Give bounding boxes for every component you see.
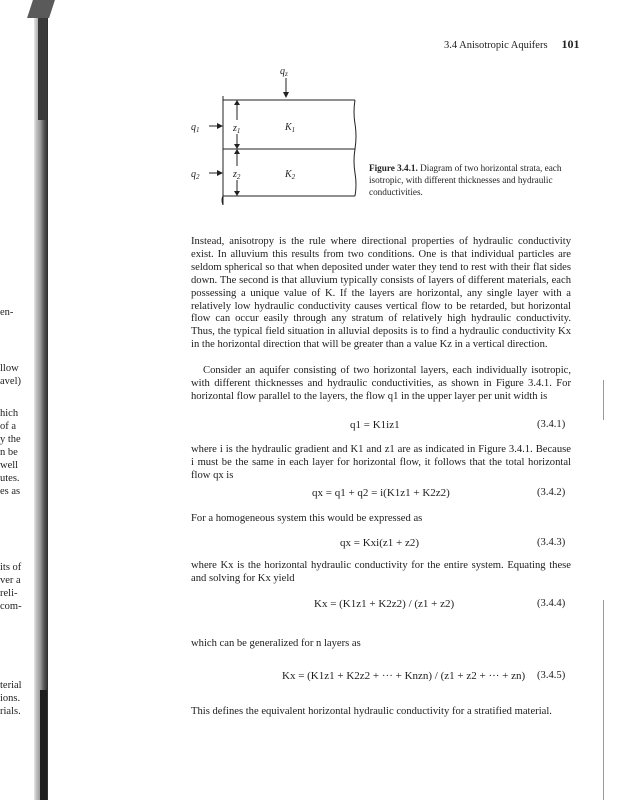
equation-number: (3.4.5): [537, 670, 566, 681]
label-z1: $z_1$: [233, 123, 241, 135]
z2-arrowhead-down: [234, 191, 240, 196]
q2-arrowhead: [217, 170, 223, 176]
label-q2: $q_2$: [191, 169, 200, 181]
equation-number: (3.4.1): [537, 419, 566, 430]
book-spine-gutter: [34, 0, 48, 800]
qz-arrowhead: [283, 92, 289, 98]
caption-text: Diagram of two horizontal strata, each isotropic, with different thicknesses and hydraulic conductivities.: [369, 163, 562, 197]
book-spine-shadow-top: [38, 0, 46, 120]
equation-3-4-3: qx = Kxi(z1 + z2): [340, 537, 419, 549]
margin-fragment: terial: [0, 680, 22, 691]
section-title: 3.4 Anisotropic Aquifers: [444, 40, 548, 51]
margin-fragment: hich: [0, 408, 19, 419]
scan-edge-mark: [603, 600, 604, 800]
margin-fragment: llow: [0, 363, 19, 374]
margin-fragment: y the: [0, 434, 21, 445]
book-spine-notch: [27, 0, 55, 18]
figure-caption: [369, 162, 581, 198]
margin-fragment: its of: [0, 562, 22, 573]
margin-fragment: en-: [0, 307, 14, 318]
equation-number: (3.4.4): [537, 598, 566, 609]
right-edge-lower: [354, 149, 356, 196]
margin-fragment: of a: [0, 421, 17, 432]
margin-fragment: es as: [0, 486, 21, 497]
scan-edge-mark: [603, 380, 604, 420]
book-spine-shadow-bottom: [40, 690, 47, 800]
margin-fragment: ions.: [0, 693, 21, 704]
paragraph-equivalent-conductivity: This defines the equivalent horizontal hydraulic conductivity for a stratified material.: [191, 706, 552, 717]
equation-number: (3.4.3): [537, 537, 566, 548]
figure-two-strata-diagram: [185, 60, 370, 210]
margin-fragment: well: [0, 460, 19, 471]
label-q1: $q_1$: [191, 122, 200, 134]
margin-fragment: utes.: [0, 473, 20, 484]
label-K1: $K_1$: [285, 122, 296, 134]
paragraph-equating: where Kx is the horizontal hydraulic conductivity for the entire system. Equating these and solving for Kx yield: [191, 560, 571, 584]
margin-fragment: avel): [0, 376, 21, 387]
z1-arrowhead-up: [234, 100, 240, 105]
equation-3-4-4: Kx = (K1z1 + K2z2) / (z1 + z2): [314, 598, 455, 610]
right-edge-upper: [354, 100, 356, 149]
z2-arrowhead-up: [234, 149, 240, 154]
paragraph-consider-aquifer: Consider an aquifer consisting of two horizontal layers, each individually isotropic, with different thicknesses and hydraulic conductivities, as shown in Figure 3.4.1. For horizontal flow parallel to the layers, the flow q1 in the upper layer per unit width is: [191, 365, 571, 402]
paragraph-generalized: which can be generalized for n layers as: [191, 638, 361, 649]
label-K2: $K_2$: [285, 169, 296, 181]
equation-3-4-5: Kx = (K1z1 + K2z2 + ··· + Knzn) / (z1 + z2 + ··· + zn): [282, 670, 526, 682]
paragraph-hydraulic-gradient: where i is the hydraulic gradient and K1 and z1 are as indicated in Figure 3.4.1. Because i must be the same in each layer for horizontal flow, it follows that the total horizontal flow qx is: [191, 444, 571, 481]
equation-3-4-2: qx = q1 + q2 = i(K1z1 + K2z2): [312, 487, 450, 499]
margin-fragment: com-: [0, 601, 22, 612]
equation-number: (3.4.2): [537, 487, 566, 498]
label-qz: $q_z$: [280, 66, 288, 78]
q1-arrowhead: [217, 123, 223, 129]
margin-fragment: ver a: [0, 575, 21, 586]
margin-fragment: reli-: [0, 588, 18, 599]
z1-arrowhead-down: [234, 144, 240, 149]
label-z2: $z_2$: [233, 169, 241, 181]
margin-fragment: rials.: [0, 706, 21, 717]
paragraph-homogeneous: For a homogeneous system this would be expressed as: [191, 513, 423, 524]
caption-title: Figure 3.4.1.: [369, 163, 418, 173]
running-header: [444, 37, 580, 52]
equation-3-4-1: q1 = K1iz1: [350, 419, 400, 431]
margin-fragment: n be: [0, 447, 18, 458]
paragraph-anisotropy: Instead, anisotropy is the rule where directional properties of hydraulic conductivity exist. In alluvium this results from two conditions. One is that individual particles are seldom spherical so that when deposited under water they tend to rest with their flat sides down. The second is that alluvium typically consists of layers of different materials, each possessing a unique value of K. If the layers are horizontal, any single layer with a relatively low hydraulic conductivity causes vertical flow to be retarded, but horizontal flow can occur easily through any stratum of relatively high hydraulic conductivity. Thus, the typical field situation in alluvial deposits is to find a hydraulic conductivity Kx in the horizontal direction that will be greater than a value Kz in a vertical direction.: [191, 236, 571, 351]
page-number: 101: [561, 37, 580, 51]
